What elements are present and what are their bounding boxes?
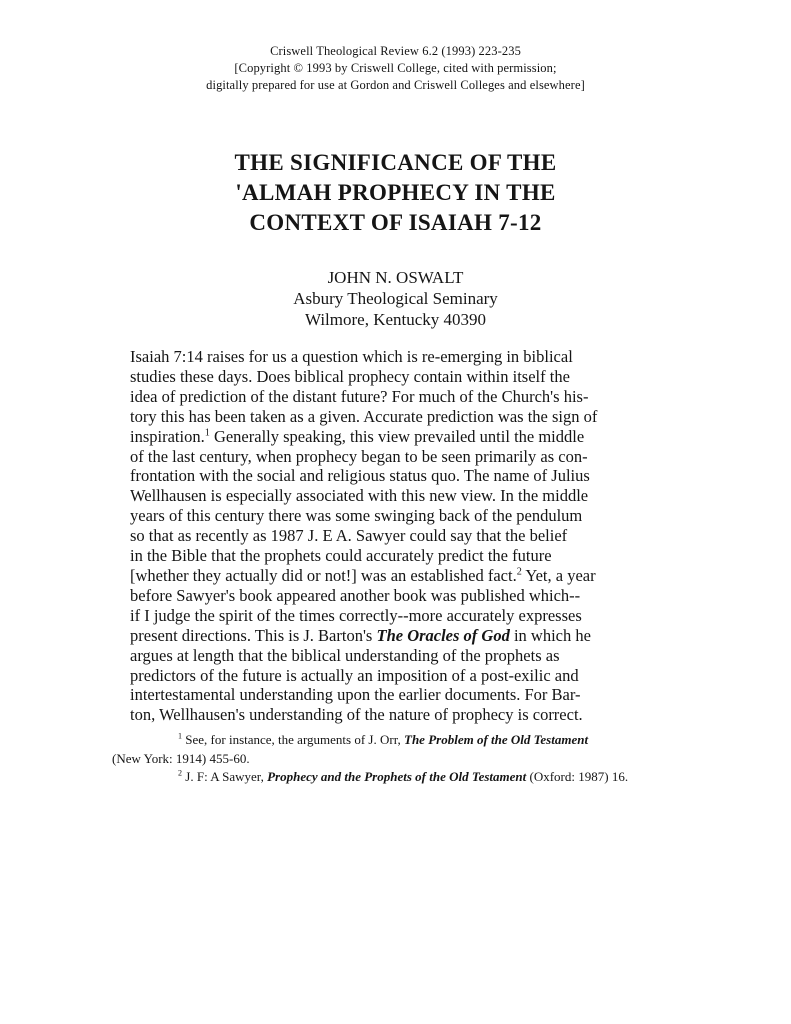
author-block <box>0 267 791 330</box>
text-segment: J. F: A Sawyer, <box>182 769 268 784</box>
body-line <box>130 347 690 367</box>
body-line <box>130 387 690 407</box>
text-segment: idea of prediction of the distant future? For much of the Church's his- <box>130 386 589 406</box>
text-segment: so that as recently as 1987 J. E A. Sawyer could say that the belief <box>130 526 568 546</box>
body-line <box>130 646 690 666</box>
footnote-line <box>112 731 692 750</box>
text-segment: before Sawyer's book appeared another book was published which-- <box>130 585 581 605</box>
text-segment: (Oxford: 1987) 16. <box>526 769 629 784</box>
body-line <box>130 546 690 566</box>
body-line <box>130 526 690 546</box>
text-segment: in the Bible that the prophets could accurately predict the future <box>130 546 552 566</box>
text-segment: studies these days. Does biblical prophecy contain within itself the <box>130 366 570 386</box>
text-segment: Isaiah 7:14 raises for us a question which is re-emerging in biblical <box>130 347 573 366</box>
journal-header <box>0 43 791 94</box>
author-name: JOHN N. OSWALT <box>327 268 464 287</box>
preparation-notice: digitally prepared for use at Gordon and Criswell Colleges and elsewhere] <box>206 78 585 92</box>
text-segment: frontation with the social and religious status quo. The name of Julius <box>130 466 590 486</box>
text-segment: [whether they actually did or not!] was an established fact. <box>130 565 517 585</box>
text-segment: tory this has been taken as a given. Accurate prediction was the sign of <box>130 406 598 426</box>
text-segment: intertestamental understanding upon the earlier documents. For Bar- <box>130 685 581 705</box>
body-line <box>130 466 690 486</box>
journal-citation: Criswell Theological Review 6.2 (1993) 223-235 <box>270 44 521 58</box>
article-body <box>130 347 690 725</box>
text-segment: inspiration. <box>130 426 205 446</box>
body-line <box>130 407 690 427</box>
text-segment: Yet, a year <box>521 565 596 585</box>
body-line <box>130 506 690 526</box>
footnotes <box>112 731 692 787</box>
body-line <box>130 367 690 387</box>
text-segment: years of this century there was some swinging back of the pendulum <box>130 506 583 526</box>
text-segment: present directions. This is J. Barton's <box>130 625 377 645</box>
article-title <box>0 148 791 238</box>
text-segment: of the last century, when prophecy began to be seen primarily as con- <box>130 446 588 466</box>
author-location: Wilmore, Kentucky 40390 <box>304 310 487 329</box>
body-line <box>130 685 690 705</box>
footnote-line <box>112 768 692 787</box>
text-segment: argues at length that the biblical understanding of the prophets as <box>130 645 560 665</box>
body-line <box>130 705 690 725</box>
author-affiliation: Asbury Theological Seminary <box>293 289 498 308</box>
body-line <box>130 626 690 646</box>
footnote-marker: 2 <box>178 768 183 778</box>
body-line <box>130 486 690 506</box>
text-segment: (New York: 1914) 455-60. <box>112 750 250 766</box>
article-title-line-1: THE SIGNIFICANCE OF THE <box>234 150 557 175</box>
book-title: The Problem of the Old Testament <box>404 732 589 747</box>
body-line <box>130 447 690 467</box>
footnote-marker: 2 <box>516 566 522 578</box>
book-title: The Oracles of God <box>376 625 510 645</box>
copyright-notice: [Copyright © 1993 by Criswell College, cited with permission; <box>234 61 557 75</box>
body-line <box>130 586 690 606</box>
body-line <box>130 427 690 447</box>
footnote-marker: 1 <box>204 427 210 439</box>
body-line <box>130 666 690 686</box>
body-line <box>130 606 690 626</box>
article-title-line-3: CONTEXT OF ISAIAH 7-12 <box>249 210 542 235</box>
body-line <box>130 566 690 586</box>
text-segment: predictors of the future is actually an imposition of a post-exilic and <box>130 665 579 685</box>
text-segment: Generally speaking, this view prevailed until the middle <box>209 426 585 446</box>
book-title: Prophecy and the Prophets of the Old Testament <box>267 769 527 784</box>
text-segment: in which he <box>509 625 591 645</box>
footnote-line <box>112 750 692 769</box>
text-segment: Wellhausen is especially associated with this new view. In the middle <box>130 486 589 506</box>
text-segment: See, for instance, the arguments of J. Orr, <box>182 732 405 747</box>
text-segment: if I judge the spirit of the times correctly--more accurately expresses <box>130 605 582 625</box>
text-segment: ton, Wellhausen's understanding of the nature of prophecy is correct. <box>130 705 583 725</box>
article-title-line-2: 'ALMAH PROPHECY IN THE <box>235 180 556 205</box>
footnote-marker: 1 <box>178 731 183 741</box>
